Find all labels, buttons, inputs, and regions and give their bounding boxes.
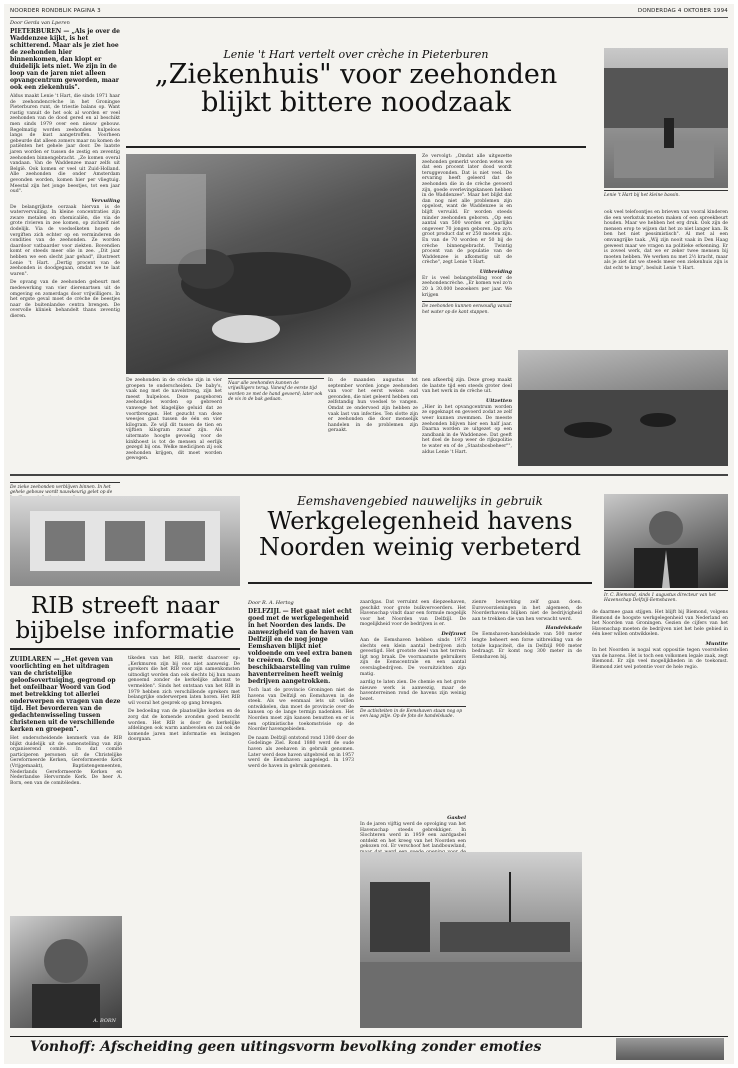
lenie-basin-photo <box>604 48 728 188</box>
portrait-caption: A. BORN <box>93 1018 116 1024</box>
masthead <box>10 6 728 18</box>
seal-pool-illustration <box>518 350 728 466</box>
story1-body-j: ook veel telefoontjes en brieven van vooral kinderen die een werkstuk moeten maken of een spreekbeurt houden. Maar we hebben het erg druk. Ook zijn de mensen erop te wijzen dat het zo niet langer kan. Ik ben het niet pessimistisch". Al met al een omvangrijke taak. „Wij zijn nooit vaak in Den Haag geweest maar we vragen na politieke erkenning. Er is zoveel werk, dat we er zeker twee mensen bij moeten hebben. We werken nu met 2½ kracht, maar als je ziet dat we steeds meer een ziekenhuis zijn is dat echt te krap", besluit Lenie 't Hart. <box>604 210 728 271</box>
footer-photo <box>616 1038 724 1060</box>
masthead-date: DONDERDAG 4 OKTOBER 1994 <box>637 8 728 14</box>
portrait-illustration <box>10 916 122 1028</box>
story2-sub-muntite: Muntite <box>705 640 728 647</box>
story1-caption-c: De zeehonden kunnen eenvoudig vanuit het water op de kant stappen. <box>422 301 512 315</box>
masthead-left: NOORDER RONDBLIK PAGINA 3 <box>10 8 101 14</box>
story2-headline-block <box>248 494 592 584</box>
story2-body-g: zienre bewerking zelf gaan doen. Eurovoorzieningen in het algemeen, de Noorderhavens blijken niet de bedrijvigheid aan te trekken die van hen verwacht werd. <box>472 600 582 622</box>
story2-sub-handelskade: Handelskade <box>545 625 582 632</box>
story1-body-b: De belangrijkste oorzaak hiervan is de watervervuiling. In kleine concentraties zijn zware metalen en chemicaliën, die via de grote rivieren in zee komen, op zichzelf niet dodelijk. Via de voedselketen hopen de vergiften zich echter op en verminderen de condities van de zeehonden. Ze worden daardoor vatbaarder voor ziekten. Bovendien komt er steeds meer olie in zee. „Dit jaar hebben we een slecht jaar gehad", illustreert Lenie 't Hart. „Dertig procent van de zeehonden is doodgegaan, omdat we te laat waren". <box>10 204 120 277</box>
story1-lead: PIETERBUREN — „Als je over de Waddenzee kijkt, is het schitterend. Maar als je ziet hoe de zeehonden hier binnenkomen, dan klopt er duidelijk iets niet. We zijn in de loop van de jaren niet alleen opvangcentrum geworden, maar ook een ziekenhuis". <box>10 28 120 91</box>
story2-column-4 <box>592 610 728 1030</box>
story2-column-1 <box>248 600 354 1030</box>
story2-body-b: De naam Delfzijl ontstond rond 1300 door de Godelinge Ziel. Rond 1880 werd de oude haven als zeehaven in gebruik genomen. Later werd deze haven uitgebreid en in 1957 werd de Eemshaven aangelegd. In 1973 werd de haven in gebruik genomen. <box>248 735 354 769</box>
a-born-portrait <box>10 916 122 1028</box>
story2-sub-gasbel: Gasbel <box>447 815 466 821</box>
seal-feeding-photo <box>126 154 416 374</box>
story1-sub-uitzetten: Uitzetten <box>485 397 512 404</box>
story1-body-h: Ze vervolgt: „Omdat alle uitgezette zeehonden gemerkt worden weten we dat een procent later dood wordt teruggevonden. Dat is niet veel. De ervaring heeft geleerd dat de zeehonden die in de crèche gevoerd zijn, goede overlevingskansen hebben in de Waddenzee". Maar het blijkt dat dan nog niet alle problemen zijn opgelost, want de Waddenzee is en blijft vervuild. Er worden steeds minder zeehonden geboren. „Op een aantal van 500 worden er jaarlijks ongeveer 70 jongen geboren. Op zo'n groot product dat er 250 moeten zijn. En van de 70 worden er 50 bij de crèche binnengebracht. Twintig procent van de populatie van de Waddenzee is afkomstig uit de crèche", zegt Lenie 't Hart. <box>422 154 512 266</box>
story2-body-a: Toch laat de provincie Groningen niet de havens van Delfzijl en Eemshaven in de steek. Als we eenmaal iets uit willen ontwikkelen, dan moet de provincie over de kansen op de lange termijn nadenken. Het Noorden moet zijn kansen benutten en er is een optimistische toekomstvisie op de Noorder havengebieden. <box>248 688 354 733</box>
story1-body-i: Er is veel belangstelling voor de zeehondencrèche. „Er komen wel zo'n 20 à 30.000 bezoekers per jaar. We krijgen <box>422 275 512 298</box>
seal-feeding-illustration <box>126 154 416 374</box>
church-windows-illustration <box>10 496 240 586</box>
story2-body-f: In de jaren vijftig werd de opvolging van het Havenschap steeds gebrekkiger. In Slochteren werd in 1959 een aardgasbel ontdekt en het kreeg van het Noorden een gekozen rol. Er verschoof het landbouwland, <box>360 822 466 850</box>
story1-body-e-column <box>328 378 418 458</box>
story1-caption-a: De zieke zeehonden verblijven binnen. In het gehele gebouw wordt nauwkeurig gelet op de <box>10 482 120 501</box>
story2-body-i: de daarmee gaan stijgen. Het blijft bij Biemond, volgens Biemond de hoogste werkgelegenheid van Nederland en het Noorden van Groningen. Gezien de cijfers van het Havenschap moeten de bedrijven niet het hele gebied in één keer willen ontwikkelen. <box>592 610 728 638</box>
story2-body-j: In het Noorden is nogal wat oppositie tegen voorstellen van de havens. Het is toch een volkomen legale zaak, zegt Biemond. Er zijn veel mogelijkheden in de toekomst. Biemond ziet wel potentie voor de hele regio. <box>592 647 728 670</box>
story3-left-column <box>10 656 122 916</box>
story3-body-c: De bedoeling van de plaatselijke kerken en de zorg dat de komende avonden goed bezocht worden. Het RIB is door de kerkelijke afdelingen ook warm aanbevolen en zal ook de komende jaren met informatie en lezingen doorgaan. <box>128 709 240 743</box>
story1-headline-block <box>126 48 586 148</box>
story1-caption-b: Naar alle zeehonden kunnen de vrijwilligers terug. Vaneuf de eerste tijd worden ze met de hand gevoerd; later ook de vis in de bak gedaan. <box>228 378 324 403</box>
story2-kicker: Eemshavengebied nauwelijks in gebruik <box>297 494 543 508</box>
story1-body-f-column <box>422 378 512 458</box>
story1-body-d: De zeehonden in de crèche zijn in vier groepen te onderscheiden. De baby's, vaak nog met de navelstreng, zijn het meest hulpeloos. Deze pasgeboren zeehondjes worden op gebreerd vanwege het klagelijke geluid dat ze voortbrengen. Het gezucht van deze weesjes gaat tussen de één en vier kilogram. Ze wijl dit tussen de tien en vijftien kilogram zwaar zijn. Als uitermate hoogte gevoelig voor de kinkhoest is tot de mensen al eerlijk gezegd bij ons. Welke medicijnen zij ook zeehonden krijgen, dit moet worden gewogen. <box>126 378 222 462</box>
story2-body-d: zaardgas. Dat verruimt een diepzeehaven, geschikt voor grote bulkvervoerders. Het Havenschap vindt daar een formule mogelijk voor het Noorden van Delfzijl. De mogelijkheid voor de bedrijven is er. <box>360 600 466 628</box>
footer-teaser <box>10 1036 728 1060</box>
story1-left-column <box>10 20 120 480</box>
story2-body-e: aardig te laten zien. De chemie en het grote nieuwe werk is aanwezig, maar de haventerreinen rond de havens zijn weinig bezet. <box>360 680 466 702</box>
harbour-illustration <box>360 852 582 1028</box>
story1-byline: Door Gerda van Lperen <box>10 20 70 26</box>
story3-right-column <box>128 656 240 1026</box>
story2-body-h: De Eemshaven-handelskade van 500 meter lengte beheert een forse uitbreiding van de totale kapaciteit, die in Delfzijl 900 meter bedraagt. Er komt nog 300 meter in de Eemshaven bij. <box>472 632 582 660</box>
story1-body-h-column <box>422 154 512 374</box>
story1-sub-uitbreiding: Uitbreiding <box>479 268 512 275</box>
eemshaven-photo <box>360 852 582 1028</box>
story1-body-e: In de maanden augustus tot september worden jonge zeehonden van voor het eerst weken oud gevonden, die niet geleerd hebben om zelfstandig hun voedsel te vangen. Omdat ze ondervoed zijn hebben ze vaak last van infecties. Ten slotte zijn er zeehonden die door menselijk handelen in de problemen zijn geraakt. <box>328 378 418 434</box>
seal-pool-photo <box>518 350 728 466</box>
biemond-illustration <box>604 494 728 588</box>
story2-caption-b: Ir. C. Biemond, sinds 1 augustus directeur van het Havenschap Delfzijl-Eemshaven. <box>604 590 728 604</box>
footer-headline: Vonhoff: Afscheiding geen uitingsvorm bevolking zonder emoties <box>30 1039 542 1055</box>
story2-gasbel-column <box>360 812 466 852</box>
story1-body-d-column <box>126 378 222 462</box>
story2-caption-a: De activiteiten in de Eemshaven staan nog op een laag pitje. Op de foto de handelskade. <box>360 706 466 720</box>
story1-body-c: De opvang van de zeehonden gebeurt met medewerking van vier dierenartsen uit de omgeving en zomerdags door vrijwilligers. In het ergste geval moet de crèche de beestjes naar de buitenlandse centra brengen. De overvolle kliniek behandelt thans zeventig dieren. <box>10 280 120 319</box>
story1-headline: „Ziekenhuis" voor zeehonden blijkt bittere noodzaak <box>154 59 558 118</box>
story3-body-b: tikeden van het RIB, merkt daarover op: „Kerkmuren zijn bij ons niet aanwezig. De sprekers die het RIB voor zijn samenkomsten uitnodigt worden dan ook slechts bij hun naam genoemd zonder de kerkelijke afkomst te vermelden". Sinds het ontstaan van het RIB in 1979 hebben zich verschillende sprekers met belangrijke onderwerpen laten horen. Het RIB wil vooral het gesprek op gang brengen. <box>128 656 240 706</box>
building-pool-illustration <box>604 48 728 188</box>
story1-caption-d: Lenie 't Hart bij het kleine bassin. <box>604 190 728 198</box>
story2-sub-delfzuwt: Delfzuwt <box>441 630 466 637</box>
story2-body-c: Aan de Eemshaven hebben sinds 1973 slechts een klein aantal bedrijven zich gevestigd. Het grootste deel van het terrein ligt nog braak. De voornaamste gebruikers zijn de Eemscentrale en een aantal overslagbedrijven. De vooruitzichten zijn matig. <box>360 637 466 677</box>
story1-sub-vervuiling: Vervuiling <box>91 197 120 204</box>
story1-kicker: Lenie 't Hart vertelt over crèche in Pieterburen <box>223 48 489 61</box>
story1-caption-b-column <box>228 378 324 458</box>
story1-body-g: „Hier in het opvangcentrum worden ze opgeknapt en gevoerd zodat ze zelf weer kunnen zwemmen. De meeste zeehonden blijven hier een half jaar. Daarna worden ze uitgezet op een zandbank in de Waddenzee. Dat geeft het doel de hoop weer de rijkspolitie te water en of de „Staatsbosbeheer"", aldus Lenie 't Hart. <box>422 404 512 455</box>
story3-lead: ZUIDLAREN — „Het geven van voorlichting en het uitdragen van de christelijke geloofsovertuiging, gegrond op het onfeilbaar Woord van God met betrekking tot allerlei onderwerpen en vragen van deze tijd. Het bevorderen van de gedachtenwisseling tussen christenen uit de verschillende kerken en groepen". <box>10 656 121 733</box>
story1-body-a: Aldus maakt Lenie 't Hart, die sinds 1971 haar de zeehondencrèche in het Groningse Pieterburen runt, de triestie balans op. Want rustig vanuit de het ook al worden er veel zeehonden van de dood gered en al beschikt men sinds 1979 over een nieuw gebouw. Regelmatig worden zeehonden hulpeloos langs de kust aangetroffen. Voorheen gebeurde dat alleen zomers maar nu komen de patiënten het gehele jaar door. De laatste jaren worden er tussen de zestig en zeventig zeehonden binnengebracht. „Ze komen overal vandaan. Van de Waddenzee maar zelfs uit België. Ook komen er veel uit Zuid-Holland. Alle zeehonden die onder Amsterdam gevonden worden, komen hier per vliegtuig. Meestal zijn het jonge beestjes, tot een jaar oud". <box>10 94 120 195</box>
newspaper-page <box>4 4 734 1064</box>
story3-body-a: Het onderscheidende kenmerk van de RIB blijkt duidelijk uit de samenstelling van zijn organiserend comité. In dat comité participeren personen uit de Christelijke Gereformeerde Kerken, Gereformeerde Kerk (Vrijgemaakt), Baptistengemeenten, Nederlands Gereformeerde Kerken en Nederlandse Hervormde Kerk. De heer A. Born, een van de comitéleden. <box>10 736 122 786</box>
story2-column-2 <box>360 600 466 810</box>
church-building-photo <box>10 496 240 586</box>
story2-headline: Werkgelegenheid havens Noorden weinig verbeterd <box>258 507 582 561</box>
biemond-portrait <box>604 494 728 588</box>
story2-lead: DELFZIJL — Het gaat niet echt goed met de werkgelegenheid in het Noorden des lands. De aanwezigheid van de haven van Delfzijl en de nog jonge Eemshaven blijkt niet voldoende om veel extra banen te creëren. Ook de beschikbaarstelling van ruime haventerreinen heeft weinig bedrijven aangetrokken. <box>248 608 354 685</box>
story3-headline: RIB streeft naar bijbelse informatie <box>10 594 240 650</box>
story2-byline: Door R. A. Hertog <box>248 600 294 606</box>
section-divider <box>10 474 728 476</box>
story1-body-f: nen afkeerbij zijn. Deze groep maakt de laatste tijd een steeds groter deel van het werk in de crèche uit. <box>422 378 512 395</box>
story1-body-j-column <box>604 210 728 345</box>
